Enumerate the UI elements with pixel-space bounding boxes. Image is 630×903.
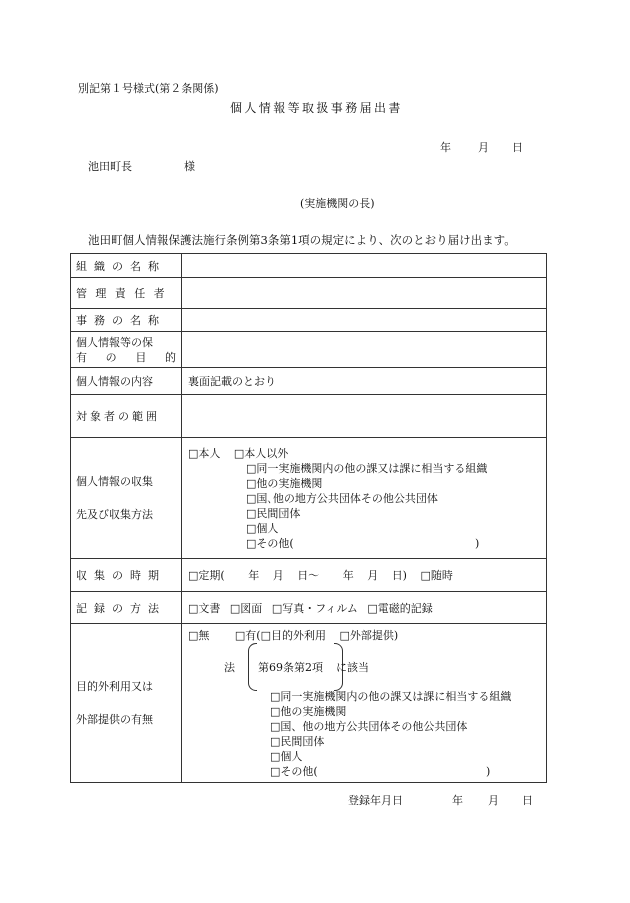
checkbox-document[interactable]: □文書	[188, 601, 221, 615]
label-purpose-char3: 目	[135, 350, 147, 364]
field-content[interactable]	[182, 368, 547, 395]
external-main-options	[188, 628, 540, 643]
checkbox-external-private-org[interactable]: □民間団体	[270, 734, 325, 748]
row-content	[71, 368, 547, 395]
label-purpose-char2: の	[105, 350, 117, 364]
row-method	[71, 592, 547, 624]
row-external	[71, 624, 547, 783]
checkbox-electronic[interactable]: □電磁的記録	[367, 601, 433, 615]
collection-other-row	[188, 536, 540, 551]
row-manager	[71, 278, 547, 309]
form-title: 個人情報等取扱事務届出書	[230, 101, 403, 115]
checkbox-use-other-purpose[interactable]: □目的外利用	[260, 628, 326, 642]
label-manager: 管理責任者	[76, 287, 173, 300]
label-collection-line1: 個人情報の収集	[76, 475, 153, 488]
submission-date-day: 日	[512, 141, 523, 154]
checkbox-anytime[interactable]: □随時	[420, 569, 453, 582]
field-manager[interactable]	[182, 278, 547, 309]
row-org-name	[71, 254, 547, 278]
checkbox-collection-private-org[interactable]: □民間団体	[246, 506, 301, 520]
form-number: 別記第１号様式(第２条関係)	[78, 82, 219, 95]
submission-date-month: 月	[478, 141, 489, 154]
collection-main-options	[188, 446, 540, 461]
law-article: 第69条第2項	[258, 660, 323, 674]
checkbox-collection-other[interactable]: □その他(	[246, 536, 294, 550]
checkbox-external-other-agency[interactable]: □他の実施機関	[270, 704, 347, 718]
label-period: 収集の時期	[76, 569, 166, 582]
intro-text: 池田町個人情報保護法施行条例第3条第1項の規定により、次のとおり届け出ます。	[88, 233, 516, 247]
label-collection-line2: 先及び収集方法	[76, 508, 153, 521]
period-from-month[interactable]: 月	[272, 569, 284, 582]
checkbox-other-than-self[interactable]: □本人以外	[233, 446, 289, 460]
field-org-name[interactable]	[182, 254, 547, 278]
label-collection	[71, 438, 182, 559]
label-purpose-line2	[76, 350, 176, 365]
addressee-honorific: 様	[184, 160, 195, 173]
checkbox-regular[interactable]: □定期(	[188, 569, 225, 582]
field-task-name[interactable]	[182, 309, 547, 332]
row-collection	[71, 438, 547, 559]
checkbox-external-other[interactable]: □その他(	[270, 764, 318, 778]
row-task-name	[71, 309, 547, 332]
field-purpose[interactable]	[182, 332, 547, 368]
label-content: 個人情報の内容	[76, 375, 153, 388]
label-method: 記録の方法	[76, 601, 166, 615]
left-bracket	[248, 643, 257, 691]
law-reference	[188, 643, 540, 689]
row-period	[71, 559, 547, 592]
checkbox-yes[interactable]: □有(	[234, 628, 261, 642]
checkbox-external-individual[interactable]: □個人	[270, 749, 303, 763]
period-to-month[interactable]: 月	[367, 569, 379, 582]
row-scope	[71, 395, 547, 438]
label-external	[71, 624, 182, 783]
label-purpose-char1: 有	[76, 350, 87, 364]
registration-date-year: 年	[452, 794, 463, 807]
period-to-day[interactable]: 日)	[391, 569, 407, 582]
external-other-row	[188, 764, 540, 779]
checkbox-drawing[interactable]: □図面	[229, 601, 263, 615]
field-collection	[182, 438, 547, 559]
period-to-year[interactable]: 年	[342, 569, 354, 582]
registration-form-table	[70, 253, 547, 783]
registration-date-month: 月	[488, 794, 499, 807]
period-from-year[interactable]: 年	[248, 569, 260, 582]
submission-date-year: 年	[440, 141, 451, 154]
checkbox-collection-other-agency[interactable]: □他の実施機関	[246, 476, 323, 490]
addressee: 池田町長	[88, 160, 132, 173]
field-external	[182, 624, 547, 783]
sender-label: (実施機関の長)	[300, 197, 375, 210]
period-from-day[interactable]: 日〜	[297, 569, 320, 582]
checkbox-collection-individual[interactable]: □個人	[246, 521, 279, 535]
checkbox-external-provision[interactable]: □外部提供)	[339, 628, 399, 642]
label-org-name	[76, 258, 176, 274]
collection-other-close: )	[475, 536, 480, 550]
registration-date-label: 登録年月日	[348, 794, 403, 807]
checkbox-self[interactable]: □本人	[188, 446, 221, 460]
checkbox-none[interactable]: □無	[188, 628, 210, 642]
label-purpose-char4: 的	[164, 350, 176, 364]
law-label: 法	[224, 660, 235, 674]
label-external-line1: 目的外利用又は	[76, 680, 153, 693]
checkbox-external-public-body[interactable]: □国、他の地方公共団体その他公共団体	[270, 719, 468, 733]
label-task-name: 事務の名称	[76, 314, 166, 327]
label-scope: 対象者の範囲	[76, 410, 160, 423]
checkbox-collection-public-body[interactable]: □国､他の地方公共団体その他公共団体	[246, 491, 438, 505]
label-purpose	[71, 332, 182, 368]
law-suffix: に該当	[336, 660, 369, 674]
checkbox-collection-same-agency[interactable]: □同一実施機関内の他の課又は課に相当する組織	[246, 461, 488, 475]
checkbox-photo-film[interactable]: □写真・フィルム	[271, 601, 358, 615]
label-external-line2: 外部提供の有無	[76, 713, 153, 726]
field-scope[interactable]	[182, 395, 547, 438]
row-purpose	[71, 332, 547, 368]
registration-date-day: 日	[522, 794, 533, 807]
field-method	[182, 592, 547, 624]
label-purpose-line1: 個人情報等の保	[76, 335, 153, 349]
label-org-name-text: 組織の名称	[76, 259, 166, 273]
checkbox-external-same-agency[interactable]: □同一実施機関内の他の課又は課に相当する組織	[270, 689, 512, 703]
external-other-close: )	[486, 764, 491, 778]
field-period	[182, 559, 547, 592]
value-content: 裏面記載のとおり	[188, 375, 276, 388]
